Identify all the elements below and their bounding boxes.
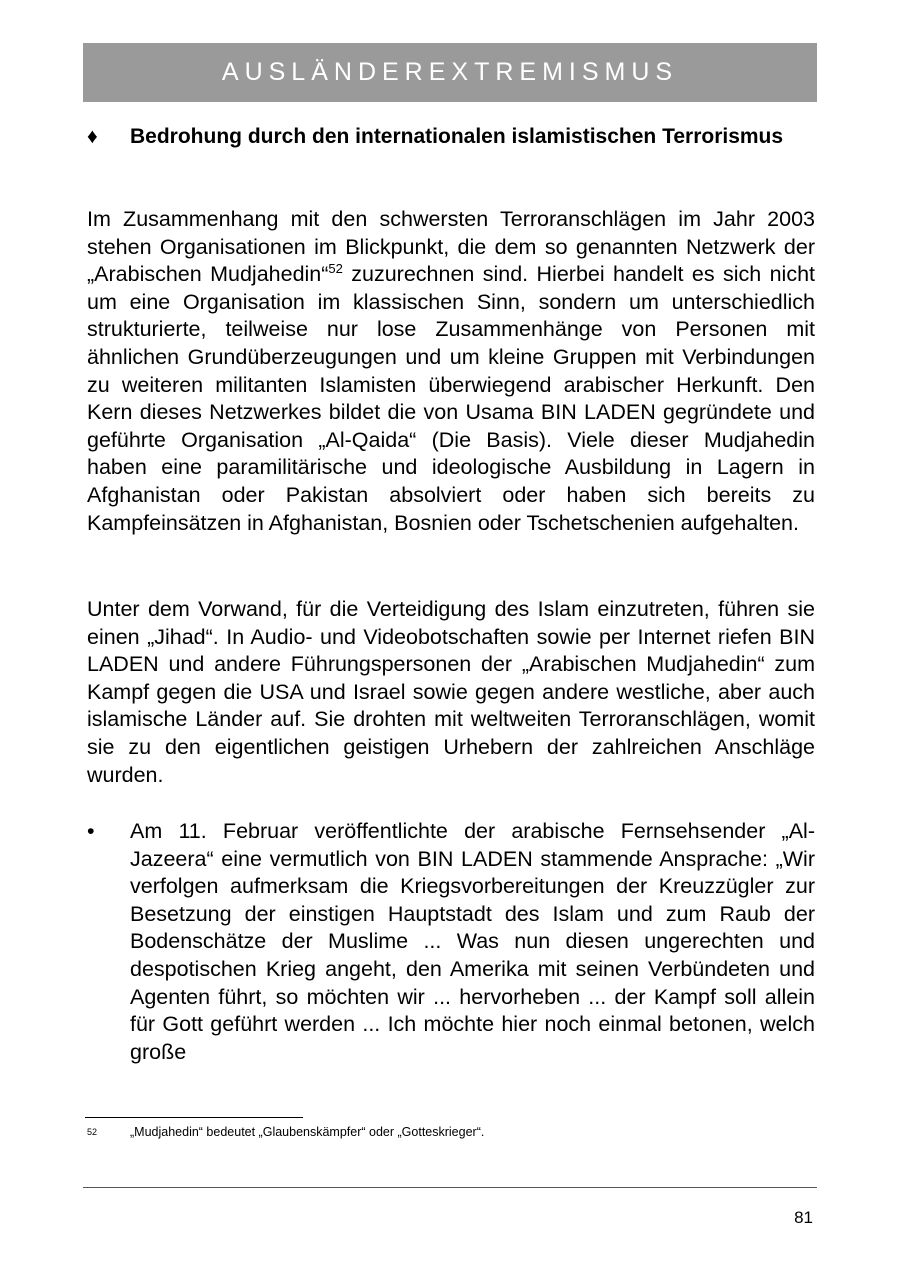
footnote-reference[interactable]: 52 (328, 261, 343, 277)
section-heading-text: Bedrohung durch den internationalen islamistischen Terrorismus (130, 125, 784, 148)
paragraph-1-text-b: zuzurechnen sind. Hierbei handelt es sich nicht um eine Organisation im klassischen Sinn, sondern um unterschiedlich strukturierte, teilweise nur lose Zusammenhänge von Personen mit ähnlichen Grundüberzeugungen und um kleine Gruppen mit Verbindungen zu weiteren militanten Islamisten überwiegend arabischer Herkunft. Den Kern dieses Netzwerkes bildet die von Usama BIN LADEN gegründete und geführte Organisation „Al-Qaida“ (Die Basis). Viele dieser Mudjahedin haben eine paramilitärische und ideologische Ausbildung in Lagern in Afghanistan oder Pakistan absolviert oder haben sich bereits zu Kampfeinsätzen in Afghanistan, Bosnien oder Tschetschenien aufgehalten. (87, 262, 815, 535)
bullet-item-text: Am 11. Februar veröffentlichte der arabische Fernsehsender „Al-Jazeera“ eine vermutlich von BIN LADEN stammende Ansprache: „Wir verfolgen aufmerksam die Kriegsvorbereitungen der Kreuzzügler zur Besetzung der einstigen Hauptstadt des Islam und zum Raub der Bodenschätze der Muslime ... Was nun diesen ungerechten und despotischen Krieg angeht, den Amerika mit seinen Verbündeten und Agenten führt, so möchten wir ... hervorheben ... der Kampf soll allein für Gott geführt werden ... Ich möchte hier noch einmal betonen, welch große (130, 819, 815, 1064)
page-header-title: AUSLÄNDEREXTREMISMUS (221, 58, 679, 86)
footnote-number: 52 (87, 1127, 98, 1137)
bullet-item (87, 818, 815, 1066)
bullet-dot-icon: • (87, 819, 95, 843)
paragraph-2: Unter dem Vorwand, für die Verteidigung des Islam einzutreten, führen sie einen „Jihad“. In Audio- und Videobotschaften sowie per Internet riefen BIN LADEN und andere Führungspersonen der „Arabischen Mudjahedin“ zum Kampf gegen die USA und Israel sowie gegen andere westliche, aber auch islamische Länder auf. Sie drohten mit weltweiten Terroranschlägen, womit sie zu den eigentlichen geistigen Urhebern der zahlreichen Anschläge wurden. (87, 597, 815, 787)
header-bar (83, 43, 817, 102)
section-heading (87, 122, 815, 151)
paragraph-1 (87, 206, 815, 537)
diamond-bullet-icon: ♦ (87, 125, 98, 148)
footnote-text: „Mudjahedin“ bedeutet „Glaubenskämpfer“ oder „Gotteskrieger“. (130, 1125, 485, 1139)
footnote (87, 1124, 484, 1140)
footer-divider (83, 1187, 817, 1188)
paragraph-1-text-a: Im Zusammenhang mit den schwersten Terroranschlägen im Jahr 2003 stehen Organisationen im Blickpunkt, die dem so genannten Netzwerk der „Arabischen Mudjahedin“ (87, 207, 815, 287)
page-number: 81 (794, 1208, 813, 1227)
footnote-divider (85, 1117, 303, 1118)
